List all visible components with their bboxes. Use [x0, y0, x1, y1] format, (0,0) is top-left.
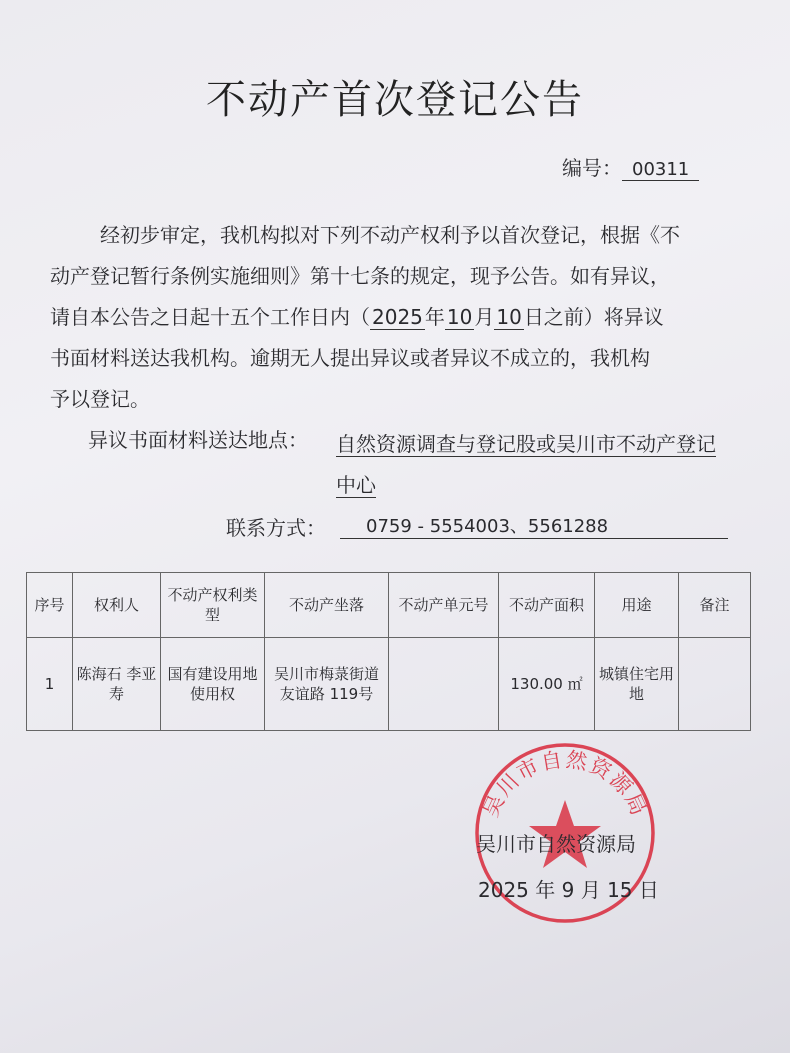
issuer-name: 吴川市自然资源局 [476, 832, 636, 856]
header-cell: 用途 [595, 573, 679, 638]
issue-year-unit: 年 [535, 878, 556, 902]
serial-label: 编号： [562, 156, 622, 180]
body-line-1: 经初步审定，我机构拟对下列不动产权利予以首次登记，根据《不 [100, 223, 680, 247]
header-cell: 不动产面积 [499, 573, 595, 638]
deadline-year: 2025 [372, 305, 423, 329]
issue-month: 9 [561, 878, 575, 902]
body-line-3 [50, 297, 720, 338]
body-line-5: 予以登记。 [50, 387, 150, 411]
seal-text: 吴川市自然资源局 [478, 747, 652, 821]
objection-place-value [336, 424, 728, 506]
contact-label: 联系方式： [226, 516, 326, 540]
header-cell: 备注 [679, 573, 751, 638]
issue-day: 15 [607, 878, 633, 902]
objection-place-label: 异议书面材料送达地点： [88, 428, 308, 452]
body-line-2: 动产登记暂行条例实施细则》第十七条的规定，现予公告。如有异议， [50, 264, 670, 288]
deadline-day: 10 [496, 305, 522, 329]
cell-usage: 城镇住宅用地 [595, 638, 679, 731]
header-cell: 序号 [27, 573, 73, 638]
body-line-4: 书面材料送达我机构。逾期无人提出异议或者异议不成立的，我机构 [50, 346, 650, 370]
header-cell: 不动产单元号 [389, 573, 499, 638]
objection-place-text: 自然资源调查与登记股或吴川市不动产登记中心 [336, 432, 716, 497]
deadline-year-unit: 年 [424, 305, 445, 329]
issue-day-unit: 日 [638, 878, 659, 902]
page-title: 不动产首次登记公告 [206, 77, 584, 123]
deadline-month: 10 [446, 305, 473, 329]
table-header-row [27, 573, 751, 638]
header-cell: 不动产坐落 [265, 573, 389, 638]
cell-area: 130.00 ㎡ [499, 638, 595, 731]
registration-table [26, 572, 751, 731]
cell-right-type: 国有建设用地使用权 [161, 638, 265, 731]
deadline-month-unit: 月 [474, 305, 495, 329]
body-line-3-pre: 请自本公告之日起十五个工作日内（ [50, 305, 370, 329]
cell-index: 1 [27, 638, 73, 731]
body-line-3-post: 日之前）将异议 [523, 305, 664, 329]
cell-unit-number [389, 638, 499, 731]
cell-remarks [679, 638, 751, 731]
issue-month-unit: 月 [580, 878, 601, 902]
cell-owner: 陈海石 李亚寿 [73, 638, 161, 731]
table-row [27, 638, 751, 731]
serial-number [562, 152, 699, 181]
issue-year: 2025 [478, 878, 529, 902]
header-cell: 权利人 [73, 573, 161, 638]
serial-value: 00311 [622, 159, 699, 181]
header-cell: 不动产权利类型 [161, 573, 265, 638]
cell-location: 吴川市梅菉街道友谊路 119号 [265, 638, 389, 731]
contact-value: 0759 - 5554003、5561288 [340, 512, 728, 539]
issue-date [478, 874, 659, 903]
